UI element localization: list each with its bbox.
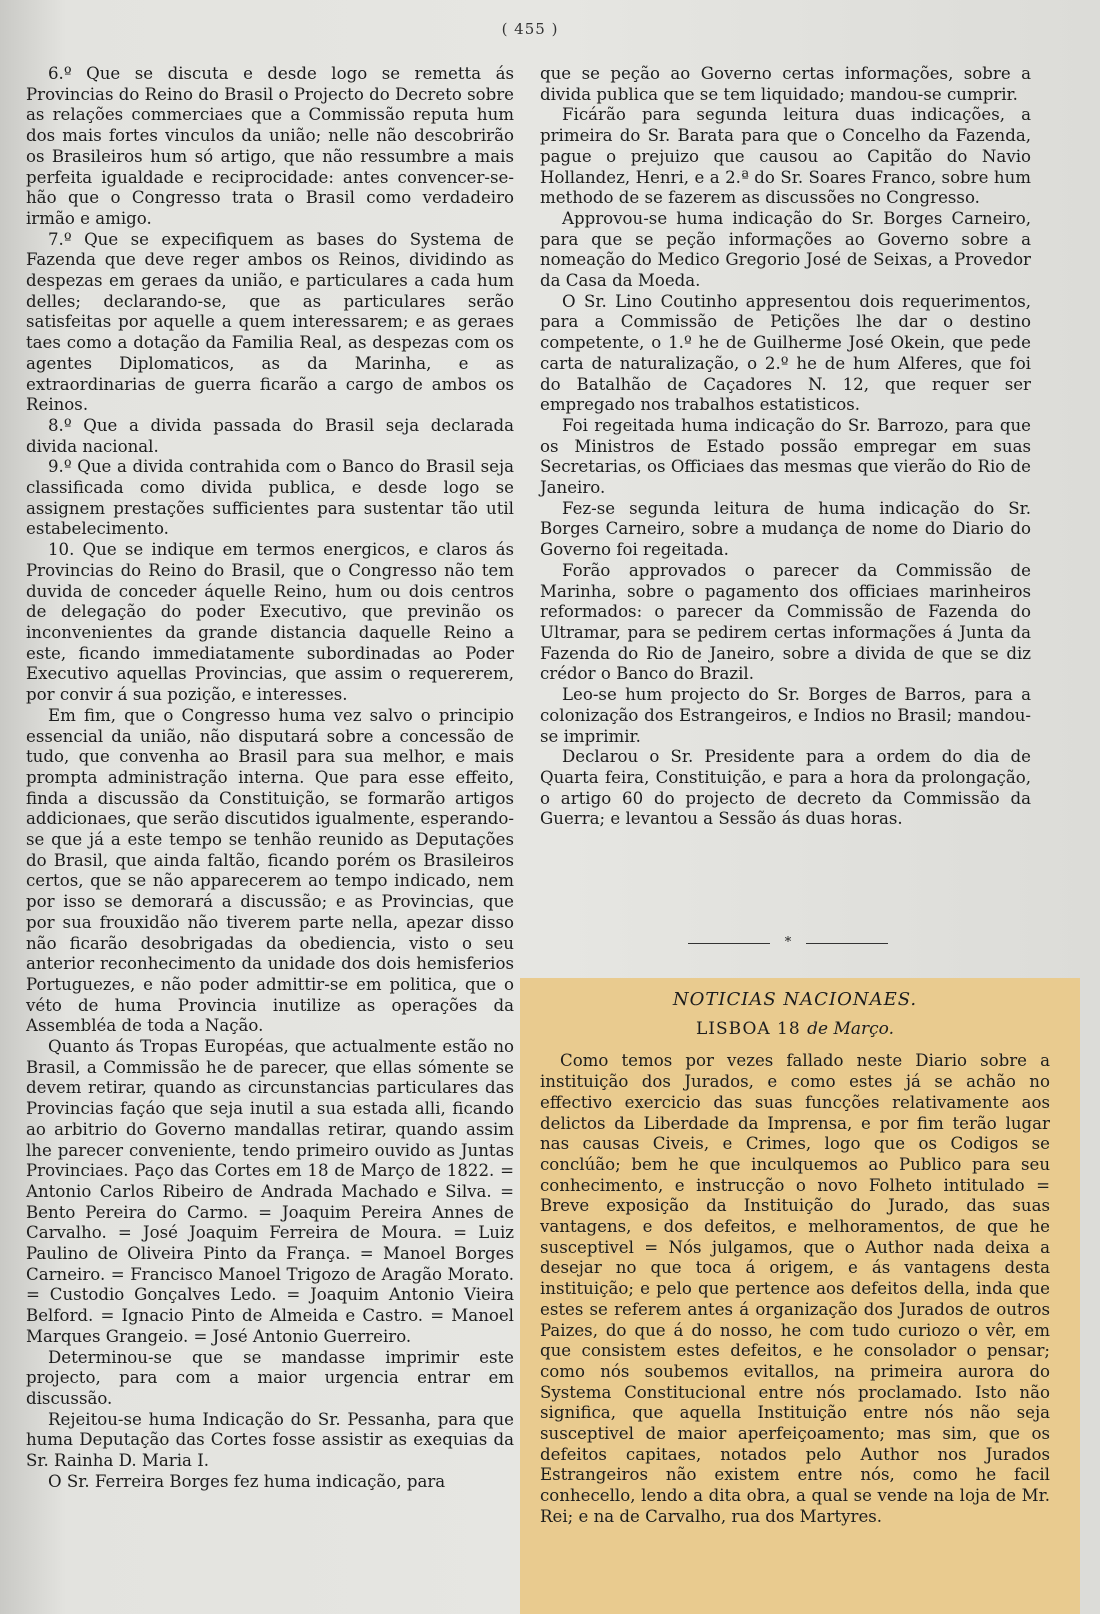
separator-star: * xyxy=(784,935,792,950)
paragraph: Quanto ás Tropas Européas, que actualmente estão no Brasil, a Commissão he de parecer, que ellas sómente se devem retirar, quando as circunstancias particulares das Provincias façáo que seja inutil a sua estada alli, ficando ao arbitrio do Governo mandallas retirar, quando assim lhe parecer conveniente, tendo primeiro ouvido as Juntas Provinciaes. Paço das Cortes em 18 de Março de 1822. = Antonio Carlos Ribeiro de Andrada Machado e Silva. = Bento Pereira do Carmo. = Joaquim Pereira Annes de Carvalho. = José Joaquim Ferreira de Moura. = Luiz Paulino de Oliveira Pinto da França. = Manoel Borges Carneiro. = Francisco Manoel Trigozo de Aragão Morato. = Custodio Gonçalves Ledo. = Joaquim Antonio Vieira Belford. = Ignacio Pinto de Almeida e Castro. = Manoel Marques Grangeio. = José Antonio Guerreiro. xyxy=(26,1037,514,1346)
paragraph: Determinou-se que se mandasse imprimir este projecto, para com a maior urgencia entrar em discussão. xyxy=(26,1347,514,1408)
paragraph: que se peção ao Governo certas informações, sobre a divida publica que se tem liquidado; mandou-se cumprir. xyxy=(540,64,1031,104)
news-section xyxy=(540,990,1050,1528)
news-body: Como temos por vezes fallado neste Diario sobre a instituição dos Jurados, e como estes já se achão no effectivo exercicio das suas funcções relativamente aos delictos da Liberdade da Imprensa, e por fim terão lugar nas causas Civeis, e Crimes, logo que os Codigos se conclúão; bem he que inculquemos ao Publico para seu conhecimento, e instrucção o novo Folheto intitulado = Breve exposição da Instituição do Jurado, das suas vantagens, e dos defeitos, e melhoramentos, de que he susceptivel = Nós julgamos, que o Author nada deixa a desejar no que toca á origem, e ás vantagens desta instituição; e pelo que pertence aos defeitos della, inda que estes se referem antes á organização dos Jurados de outros Paizes, do que á do nosso, he com tudo curiozo o vêr, em que consistem estes defeitos, e he consolador o pensar; como nós soubemos evitallos, na primeira aurora do Systema Constitucional entre nós proclamado. Isto não significa, que aquella Instituição entre nós não seja susceptivel de maior aperfeiçoamento; mas sim, que os defeitos capitaes, notados pelo Author nos Jurados Estrangeiros não existem entre nós, como he facil conhecello, lendo a dita obra, a qual se vende na loja de Mr. Rei; e na de Carvalho, rua dos Martyres. xyxy=(540,1051,1050,1526)
dateline-date: de Março. xyxy=(807,1018,894,1039)
section-separator xyxy=(688,936,888,950)
left-column xyxy=(26,64,514,1493)
page-number: ( 455 ) xyxy=(501,20,559,38)
paragraph: 7.º Que se expecifiquem as bases do Systema de Fazenda que deve reger ambos os Reinos, dividindo as despezas em geraes da união, e particulares a cada hum delles; declarando-se, que as particulares serão satisfeitas por aquelle a quem interessarem; e as geraes taes como a dotação da Familia Real, as despezas com os agentes Diplomaticos, as da Marinha, e as extraordinarias de guerra ficarão a cargo de ambos os Reinos. xyxy=(26,229,514,415)
news-title: NOTICIAS NACIONAES. xyxy=(672,989,918,1010)
news-dateline xyxy=(540,1019,1050,1040)
paragraph: 8.º Que a divida passada do Brasil seja declarada divida nacional. xyxy=(26,415,514,456)
dateline-place: LISBOA 18 xyxy=(695,1018,801,1039)
right-column xyxy=(540,64,1031,830)
paragraph: Approvou-se huma indicação do Sr. Borges Carneiro, para que se peção informações ao Governo sobre a nomeação do Medico Gregorio José de Seixas, a Provedor da Casa da Moeda. xyxy=(540,208,1031,291)
paragraph: Foi regeitada huma indicação do Sr. Barrozo, para que os Ministros de Estado possão empregar em suas Secretarias, os Officiaes das mesmas que vierão do Rio de Janeiro. xyxy=(540,415,1031,498)
paragraph: Rejeitou-se huma Indicação do Sr. Pessanha, para que huma Deputação das Cortes fosse assistir as exequias da Sr. Rainha D. Maria I. xyxy=(26,1409,514,1471)
paragraph: Ficárão para segunda leitura duas indicações, a primeira do Sr. Barata para que o Concelho da Fazenda, pague o prejuizo que causou ao Capitão do Navio Hollandez, Henri, e a 2.ª do Sr. Soares Franco, sobre hum methodo de se fazerem as discussões no Congresso. xyxy=(540,105,1031,208)
paragraph: Em fim, que o Congresso huma vez salvo o principio essencial da união, não disputará sobre a concessão de tudo, que convenha ao Brasil para sua melhor, e mais prompta administração interna. Que para esse effeito, finda a discussão da Constituição, se formarão artigos addicionaes, que serão discutidos igualmente, esperando-se que já a este tempo se tenhão reunido as Deputações do Brasil, que ainda faltão, ficando porém os Brasileiros certos, que se não apparecerem ao tempo indicado, nem por isso se demorará a discussão; e as Provincias, que por sua frouxidão não tiverem parte nella, apezar disso não ficarão desobrigadas da obediencia, visto o seu anterior reconhecimento da unidade dos dois hemisferios Portuguezes, e não poder admittir-se em politica, que o véto de huma Provincia inutilize as operações da Assembléa de toda a Nação. xyxy=(26,705,514,1036)
paragraph: 10. Que se indique em termos energicos, e claros ás Provincias do Reino do Brasil, que o Congresso não tem duvida de conceder áquelle Reino, hum ou dois centros de delegação do poder Executivo, que previnão os inconvenientes da grande distancia daquelle Reino a este, ficando immediatamente subordinadas ao Poder Executivo aquellas Provincias, que assim o requererem, por convir á sua pozição, e interesses. xyxy=(26,540,514,705)
paragraph: Forão approvados o parecer da Commissão de Marinha, sobre o pagamento dos officiaes marinheiros reformados: o parecer da Commissão de Fazenda do Ultramar, para se pedirem certas informações á Junta da Fazenda do Rio de Janeiro, sobre a divida de que se diz crédor o Banco do Brazil. xyxy=(540,560,1031,684)
paragraph: Leo-se hum projecto do Sr. Borges de Barros, para a colonização dos Estrangeiros, e Indios no Brasil; mandou-se imprimir. xyxy=(540,685,1031,746)
paragraph: O Sr. Ferreira Borges fez huma indicação, para xyxy=(48,1471,446,1491)
paragraph: Declarou o Sr. Presidente para a ordem do dia de Quarta feira, Constituição, e para a hora da prolongação, o artigo 60 do projecto de decreto da Commissão da Guerra; e levantou a Sessão ás duas horas. xyxy=(540,747,1031,829)
paragraph: 6.º Que se discuta e desde logo se remetta ás Provincias do Reino do Brasil o Projecto do Decreto sobre as relações commerciaes que a Commissão reputa hum dos mais fortes vinculos da união; nelle não descobrirão os Brasileiros hum só artigo, que não ressumbre a mais perfeita igualdade e reciprocidade: antes convencer-se-hão que o Congresso trata o Brasil como verdadeiro irmão e amigo. xyxy=(26,64,514,228)
paragraph: O Sr. Lino Coutinho appresentou dois requerimentos, para a Commissão de Petições lhe dar o destino competente, o 1.º he de Guilherme José Okein, que pede carta de naturalização, o 2.º he de hum Alferes, que foi do Batalhão de Caçadores N. 12, que requer ser empregado nos trabalhos estatisticos. xyxy=(540,291,1031,415)
paragraph: Fez-se segunda leitura de huma indicação do Sr. Borges Carneiro, sobre a mudança de nome do Diario do Governo foi regeitada. xyxy=(540,498,1031,560)
news-highlight-box xyxy=(520,978,1080,1614)
paragraph: 9.º Que a divida contrahida com o Banco do Brasil seja classificada como divida publica, e desde logo se assignem prestações sufficientes para sustentar tão util estabelecimento. xyxy=(26,457,514,539)
